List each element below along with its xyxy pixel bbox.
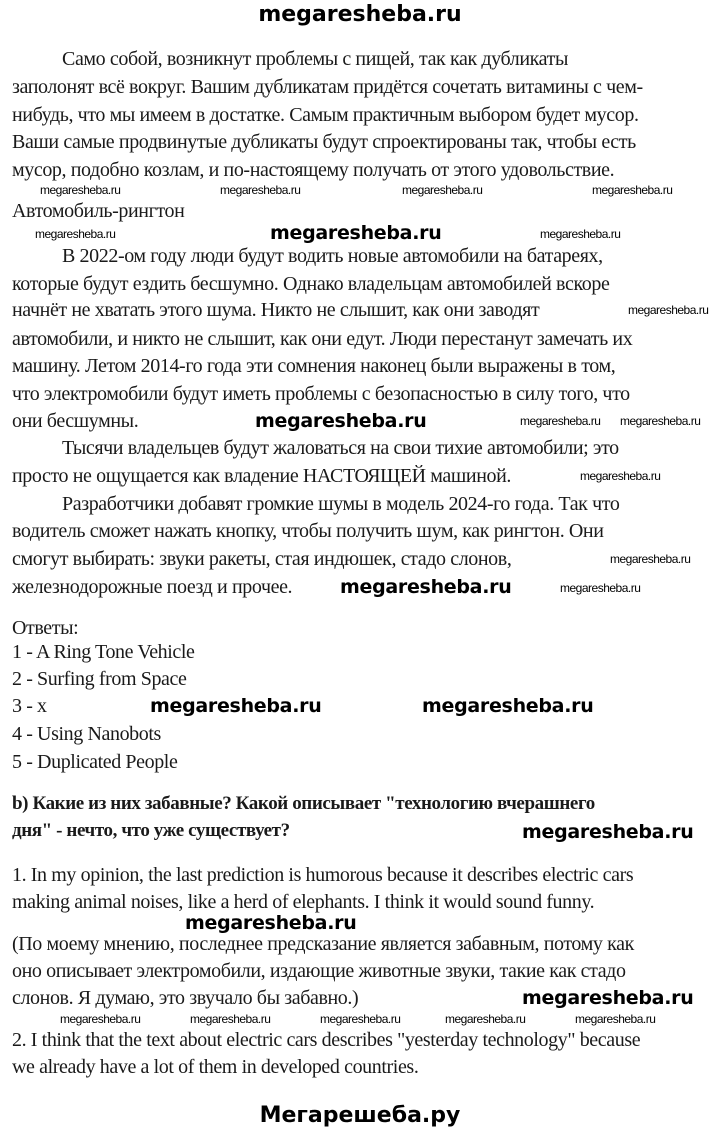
answers-title: Ответы: bbox=[12, 617, 79, 639]
text-line: Ваши самые продвинутые дубликаты будут спроектированы так, чтобы есть bbox=[12, 131, 636, 153]
answer-item: 4 - Using Nanobots bbox=[12, 723, 161, 745]
watermark: megaresheba.ru bbox=[522, 821, 694, 843]
watermark: megaresheba.ru bbox=[620, 414, 701, 428]
watermark: megaresheba.ru bbox=[320, 1012, 401, 1026]
watermark: megaresheba.ru bbox=[220, 183, 301, 197]
text-line: 1. In my opinion, the last prediction is humorous because it describes electric cars bbox=[12, 864, 634, 886]
watermark: megaresheba.ru bbox=[580, 469, 661, 483]
text-line: we already have a lot of them in developed countries. bbox=[12, 1056, 419, 1078]
answer-item: 3 - x bbox=[12, 695, 47, 717]
watermark: megaresheba.ru bbox=[270, 222, 442, 244]
watermark: megaresheba.ru bbox=[185, 912, 357, 934]
text-line: смогут выбирать: звуки ракеты, стая индюшек, стадо слонов, bbox=[12, 548, 512, 570]
watermark: megaresheba.ru bbox=[150, 695, 322, 717]
text-line: железнодорожные поезд и прочее. bbox=[12, 576, 293, 598]
watermark: megaresheba.ru bbox=[255, 410, 427, 432]
watermark: megaresheba.ru bbox=[610, 552, 691, 566]
watermark: megaresheba.ru bbox=[190, 1012, 271, 1026]
text-line: Тысячи владельцев будут жаловаться на свои тихие автомобили; это bbox=[62, 437, 619, 459]
answer-item: 5 - Duplicated People bbox=[12, 751, 178, 773]
watermark: megaresheba.ru bbox=[35, 227, 116, 241]
watermark: megaresheba.ru bbox=[340, 576, 512, 598]
text-line: Само собой, возникнут проблемы с пищей, так как дубликаты bbox=[62, 48, 569, 70]
text-line: автомобили, и никто не слышит, как они едут. Люди перестанут замечать их bbox=[12, 328, 633, 350]
text-line: что электромобили будут иметь проблемы с безопасностью в силу того, что bbox=[12, 383, 630, 405]
question-line: b) Какие из них забавные? Какой описывает "технологию вчерашнего bbox=[12, 793, 595, 814]
answer-item: 2 - Surfing from Space bbox=[12, 668, 187, 690]
watermark: megaresheba.ru bbox=[445, 1012, 526, 1026]
watermark: megaresheba.ru bbox=[592, 183, 673, 197]
text-line: начнёт не хватать этого шума. Никто не слышит, как они заводят bbox=[12, 299, 540, 321]
site-header[interactable]: megaresheba.ru bbox=[258, 2, 462, 27]
text-line: Разработчики добавят громкие шумы в модель 2024-го года. Так что bbox=[62, 493, 620, 515]
section-title: Автомобиль-рингтон bbox=[12, 200, 185, 222]
text-line: просто не ощущается как владение НАСТОЯЩЕЙ машиной. bbox=[12, 465, 512, 487]
text-line: которые будут ездить бесшумно. Однако владельцам автомобилей вскоре bbox=[12, 273, 610, 295]
answer-item: 1 - A Ring Tone Vehicle bbox=[12, 641, 195, 663]
text-line: 2. I think that the text about electric cars describes "yesterday technology" because bbox=[12, 1029, 641, 1051]
question-line: дня" - нечто, что уже существует? bbox=[12, 820, 290, 841]
text-line: мусор, подобно козлам, и по-настоящему получать от этого удовольствие. bbox=[12, 159, 615, 181]
watermark: megaresheba.ru bbox=[422, 695, 594, 717]
watermark: megaresheba.ru bbox=[575, 1012, 656, 1026]
text-line: заполонят всё вокруг. Вашим дубликатам придётся сочетать витамины с чем- bbox=[12, 76, 643, 98]
watermark: megaresheba.ru bbox=[540, 227, 621, 241]
watermark: megaresheba.ru bbox=[40, 183, 121, 197]
text-line: making animal noises, like a herd of elephants. I think it would sound funny. bbox=[12, 891, 595, 913]
text-line: они бесшумны. bbox=[12, 410, 139, 432]
text-line: машину. Летом 2014-го года эти сомнения наконец были выражены в том, bbox=[12, 355, 616, 377]
watermark: megaresheba.ru bbox=[402, 183, 483, 197]
site-footer[interactable]: Мегарешеба.ру bbox=[259, 1103, 461, 1128]
text-line: нибудь, что мы имеем в достатке. Самым практичным выбором будет мусор. bbox=[12, 104, 639, 126]
text-line: В 2022-ом году люди будут водить новые автомобили на батареях, bbox=[62, 245, 603, 267]
text-line: водитель сможет нажать кнопку, чтобы получить шум, как рингтон. Они bbox=[12, 520, 604, 542]
watermark: megaresheba.ru bbox=[60, 1012, 141, 1026]
text-line: оно описывает электромобили, издающие животные звуки, такие как стадо bbox=[12, 960, 626, 982]
watermark: megaresheba.ru bbox=[560, 581, 641, 595]
watermark: megaresheba.ru bbox=[522, 987, 694, 1009]
watermark: megaresheba.ru bbox=[628, 303, 709, 317]
watermark: megaresheba.ru bbox=[520, 414, 601, 428]
text-line: слонов. Я думаю, это звучало бы забавно.) bbox=[12, 987, 359, 1009]
text-line: (По моему мнению, последнее предсказание является забавным, потому как bbox=[12, 933, 634, 955]
